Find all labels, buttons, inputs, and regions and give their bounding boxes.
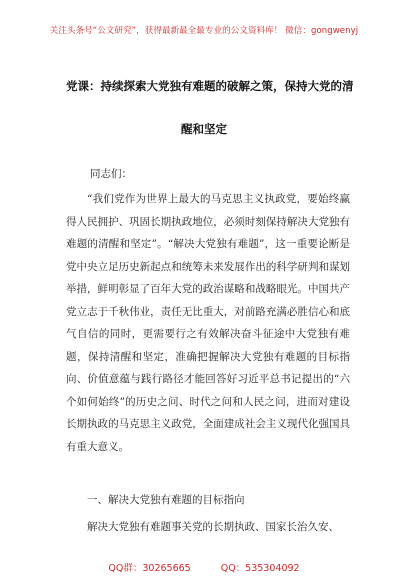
paragraph-tail: 解决大党独有难题事关党的长期执政、国家长治久安、 — [87, 521, 339, 533]
document-title-line-1: 党课：持续探索大党独有难题的破解之策，保持大党的清 — [66, 79, 354, 93]
greeting: 同志们： — [90, 168, 132, 180]
header-note: 关注头条号“公文研究”，获得最新最全最专业的公文资料库！ 微信：gongwenyj — [49, 26, 359, 36]
footer-qq-group: QQ群：30265665 — [108, 563, 191, 574]
section-heading: 一、解决大党独有难题的目标指向 — [87, 494, 245, 506]
paragraph-main: “我们党作为世界上最大的马克思主义执政党，要始终赢得人民拥护、巩固长期执政地位，必须时刻保持解决大党独有难题的清醒和坚定”。“解决大党独有难题”，这一重要论断是党中央立足历史新起点和统筹未来发展作出的科学研判和谋划举措，鲜明彰显了百年大党的政治谋略和战略眼光。中国共产党立志于千秋伟业，责任无比重大，对前路充满必胜信心和底气自信的同时，更需要行之有效解决奋斗征途中大党独有难题，保持清醒和坚定，准确把握解决大党独有难题的目标指向、价值意蕴与践行路径才能回答好习近平总书记提出的“六个如何始终”的历史之问、时代之问和人民之问，进而对建设长期执政的马克思主义政党，全面建成社会主义现代化强国具有重大意义。 — [66, 193, 350, 453]
footer-contact — [0, 560, 408, 574]
footer-qq: QQ：535304092 — [220, 563, 300, 574]
document-title-line-2: 醒和坚定 — [181, 122, 227, 136]
